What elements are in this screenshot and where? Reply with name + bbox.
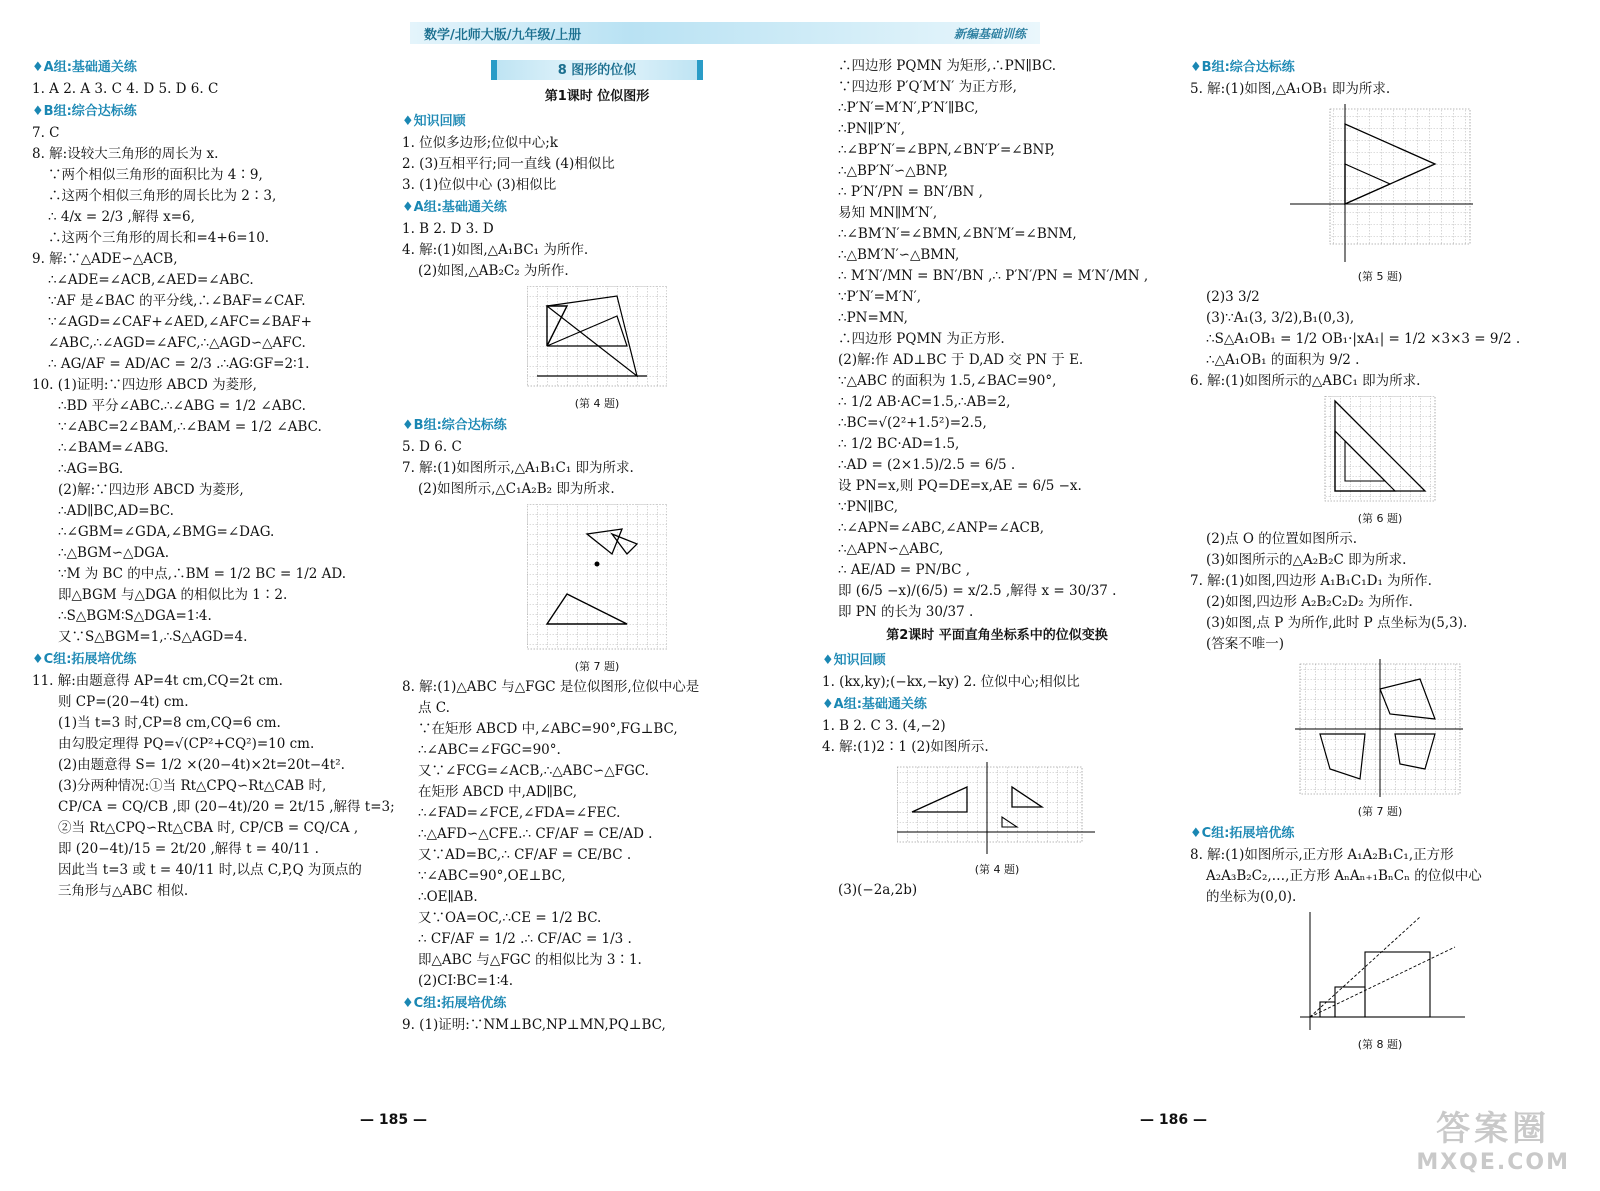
answer-line: ∴PN∥P′N′, <box>838 121 906 137</box>
section-heading: ♦ A组:基础通关练 <box>402 197 792 218</box>
section-heading: ♦ C组:拓展培优练 <box>32 649 392 670</box>
lesson-title: 第2课时 平面直角坐标系中的位似变换 <box>886 628 1108 643</box>
column-2 <box>402 56 792 1036</box>
answer-line: 4. 解:(1)如图,△A₁BC₁ 为所作. <box>402 242 589 258</box>
figure-6-grid <box>1320 396 1440 506</box>
figure-5-caption: (第 5 题) <box>1357 270 1403 283</box>
answer-line: ∵AF 是∠BAC 的平分线,∴∠BAF=∠CAF. <box>48 293 306 309</box>
answer-line: 由勾股定理得 PQ=√(CP²+CQ²)=10 cm. <box>58 736 315 752</box>
column-4-part-c <box>1190 529 1570 655</box>
answer-line: ∴∠GBM=∠GDA,∠BMG=∠DAG. <box>58 524 275 540</box>
answer-line: 因此当 t=3 或 t = 40/11 时,以点 C,P,Q 为顶点的 <box>58 862 362 878</box>
section-heading: ♦ C组:拓展培优练 <box>1190 823 1570 844</box>
answer-line: 6. 解:(1)如图所示的△ABC₁ 即为所求. <box>1190 373 1421 389</box>
answer-line: ∴∠ADE=∠ACB,∠AED=∠ABC. <box>48 272 254 288</box>
figure-7b-coordinate-grid <box>1295 659 1465 799</box>
answer-line: ∵∠ABC=2∠BAM,∴∠BAM = 1/2 ∠ABC. <box>58 419 322 435</box>
answer-line: ∴S△BGM∶S△DGA=1∶4. <box>58 608 212 624</box>
answer-line: (2)由题意得 S= 1/2 ×(20−4t)×2t=20t−4t². <box>58 757 345 773</box>
figure-7-caption: (第 7 题) <box>574 660 620 673</box>
answer-line: 8. 解:设较大三角形的周长为 x. <box>32 146 219 162</box>
answer-line: 的坐标为(0,0). <box>1206 889 1297 905</box>
answer-line: ∵在矩形 ABCD 中,∠ABC=90°,FG⊥BC, <box>418 721 678 737</box>
answer-line: 3. (1)位似中心 (3)相似比 <box>402 177 557 193</box>
answer-line: 即 PN 的长为 30/37 . <box>838 604 974 620</box>
answer-line: 7. 解:(1)如图所示,△A₁B₁C₁ 即为所求. <box>402 460 634 476</box>
answer-line: 点 C. <box>418 700 450 716</box>
answer-line: ∴△BP′N′∽△BNP, <box>838 163 948 179</box>
answer-line: 8. 解:(1)△ABC 与△FGC 是位似图形,位似中心是 <box>402 679 700 695</box>
watermark-logo: 答案圈 MXQE.COM <box>1416 1109 1570 1175</box>
column-3 <box>822 56 1172 901</box>
answer-line: ∴△APN∽△ABC, <box>838 541 944 557</box>
answer-line: 4. 解:(1)2∶1 (2)如图所示. <box>822 739 989 755</box>
answer-line: ∵△ABC 的面积为 1.5,∠BAC=90°, <box>838 373 1057 389</box>
section-heading: ♦ A组:基础通关练 <box>822 694 1172 715</box>
figure-7b-caption: (第 7 题) <box>1357 805 1403 818</box>
answer-line: (2)CI∶BC=1∶4. <box>418 973 514 989</box>
answer-line: ②当 Rt△CPQ∽Rt△CBA 时, CP/CB = CQ/CA , <box>58 820 359 836</box>
figure-5-coordinate-grid <box>1285 104 1475 264</box>
answer-line: ∴∠ABC=∠FGC=90°. <box>418 742 561 758</box>
answer-line: 三角形与△ABC 相似. <box>58 883 189 899</box>
answer-line: ∵M 为 BC 的中点,∴BM = 1/2 BC = 1/2 AD. <box>58 566 347 582</box>
answer-line: 1. (kx,ky);(−kx,−ky) 2. 位似中心;相似比 <box>822 674 1080 690</box>
answer-line: (3)(−2a,2b) <box>838 882 918 898</box>
section-heading: ♦ 知识回顾 <box>402 111 792 132</box>
answer-line: ∵PN∥BC, <box>838 499 899 515</box>
section-heading: ♦ C组:拓展培优练 <box>402 993 792 1014</box>
answer-line: 设 PN=x,则 PQ=DE=x,AE = 6/5 −x. <box>838 478 1082 494</box>
column-3-part-a <box>822 56 1172 758</box>
column-2-part-c <box>402 677 792 1036</box>
chapter-banner: 8 图形的位似 <box>491 60 703 80</box>
answer-line: ∴这两个相似三角形的周长比为 2∶3, <box>48 188 277 204</box>
column-4-part-d <box>1190 823 1570 908</box>
answer-line: 9. 解:∵△ADE∽△ACB, <box>32 251 178 267</box>
answer-line: ∴AD = (2×1.5)/2.5 = 6/5 . <box>838 457 1016 473</box>
answer-line: CP/CA = CQ/CB ,即 (20−4t)/20 = 2t/15 ,解得 t=3; <box>58 799 395 815</box>
answer-line: 即△BGM 与△DGA 的相似比为 1∶2. <box>58 587 288 603</box>
answer-line: (2)3 3/2 <box>1206 289 1260 305</box>
answer-line: ∴BD 平分∠ABC.∴∠ABG = 1/2 ∠ABC. <box>58 398 306 414</box>
figure-6-caption: (第 6 题) <box>1357 512 1403 525</box>
answer-line: 又∵OA=OC,∴CE = 1/2 BC. <box>418 910 602 926</box>
answer-line: ∠ABC,∴∠AGD=∠AFC,∴△AGD∽△AFC. <box>48 335 306 351</box>
answer-line: ∴∠BAM=∠ABG. <box>58 440 169 456</box>
book-brand: 新编基础训练 <box>953 26 1026 41</box>
answer-line: (3)如图,点 P 为所作,此时 P 点坐标为(5,3). <box>1206 615 1468 631</box>
page-number-right: — 186 — <box>1140 1112 1207 1128</box>
answer-line: ∴∠BP′N′=∠BPN,∠BN′P′=∠BNP, <box>838 142 1055 158</box>
answer-line: 又∵S△BGM=1,∴S△AGD=4. <box>58 629 248 645</box>
answer-line: 8. 解:(1)如图所示,正方形 A₁A₂B₁C₁,正方形 <box>1190 847 1454 863</box>
answer-line: ∴ M′N′/MN = BN′/BN ,∴ P′N′/PN = M′N′/MN , <box>838 268 1149 284</box>
page-number-left: — 185 — <box>360 1112 427 1128</box>
column-3-part-b <box>822 880 1172 901</box>
answer-line: ∴ AG/AF = AD/AC = 2/3 .∴AG∶GF=2∶1. <box>48 356 310 372</box>
answer-line: 即 (6/5 −x)/(6/5) = x/2.5 ,解得 x = 30/37 . <box>838 583 1117 599</box>
section-heading: ♦ A组:基础通关练 <box>32 57 392 78</box>
answer-line: (2)如图所示,△C₁A₂B₂ 即为所求. <box>418 481 615 497</box>
answer-line: 即△ABC 与△FGC 的相似比为 3∶1. <box>418 952 642 968</box>
answer-line: ∴△BM′N′∽△BMN, <box>838 247 960 263</box>
answer-line: 11. 解:由题意得 AP=4t cm,CQ=2t cm. <box>32 673 283 689</box>
answer-line: ∴这两个三角形的周长和=4+6=10. <box>48 230 270 246</box>
answer-line: 9. (1)证明:∵NM⊥BC,NP⊥MN,PQ⊥BC, <box>402 1017 666 1033</box>
answer-line: ∴ AE/AD = PN/BC , <box>838 562 971 578</box>
answer-line: ∵P′N′=M′N′, <box>838 289 921 305</box>
answer-line: (2)如图,△AB₂C₂ 为所作. <box>418 263 569 279</box>
column-1 <box>32 56 395 902</box>
answer-line: ∴ 1/2 AB·AC=1.5,∴AB=2, <box>838 394 1011 410</box>
answer-line: (2)点 O 的位置如图所示. <box>1206 531 1358 547</box>
answer-line: ∴AD∥BC,AD=BC. <box>58 503 174 519</box>
answer-line: (3)∵A₁(3, 3/2),B₁(0,3), <box>1206 310 1355 326</box>
column-4-part-a <box>1190 57 1570 100</box>
section-heading: ♦ B组:综合达标练 <box>32 101 392 122</box>
answer-line: ∴AG=BG. <box>58 461 124 477</box>
section-heading: ♦ B组:综合达标练 <box>1190 57 1570 78</box>
answer-line: 又∵∠FCG=∠ACB,∴△ABC∽△FGC. <box>418 763 649 779</box>
answer-line: 7. C <box>32 125 60 141</box>
answer-line: ∴P′N′=M′N′,P′N′∥BC, <box>838 100 979 116</box>
answer-line: ∴PN=MN, <box>838 310 908 326</box>
lesson-title: 第1课时 位似图形 <box>544 89 650 104</box>
figure-4-caption: (第 4 题) <box>574 397 620 410</box>
answer-line: (2)解:作 AD⊥BC 于 D,AD 交 PN 于 E. <box>838 352 1084 368</box>
answer-line: 10. (1)证明:∵四边形 ABCD 为菱形, <box>32 377 257 393</box>
answer-line: ∴∠FAD=∠FCE,∠FDA=∠FEC. <box>418 805 621 821</box>
answer-line: 1. B 2. D 3. D <box>402 221 494 237</box>
answer-line: ∴四边形 PQMN 为正方形. <box>838 331 1005 347</box>
answer-line: 7. 解:(1)如图,四边形 A₁B₁C₁D₁ 为所作. <box>1190 573 1432 589</box>
answer-line: (1)当 t=3 时,CP=8 cm,CQ=6 cm. <box>58 715 281 731</box>
answer-line: ∴四边形 PQMN 为矩形,∴PN∥BC. <box>838 58 1057 74</box>
answer-line: 1. A 2. A 3. C 4. D 5. D 6. C <box>32 81 219 97</box>
answer-line: ∴ P′N′/PN = BN′/BN , <box>838 184 983 200</box>
answer-line: 易知 MN∥M′N′, <box>838 205 938 221</box>
answer-line: ∴ CF/AF = 1/2 .∴ CF/AC = 1/3 . <box>418 931 632 947</box>
answer-line: (答案不唯一) <box>1206 636 1285 652</box>
column-4 <box>1190 56 1570 1055</box>
answer-line: ∴ 1/2 BC·AD=1.5, <box>838 436 960 452</box>
answer-line: ∵两个相似三角形的面积比为 4∶9, <box>48 167 263 183</box>
answer-line: 又∵AD=BC,∴ CF/AF = CE/BC . <box>418 847 632 863</box>
answer-line: ∵四边形 P′Q′M′N′ 为正方形, <box>838 79 1017 95</box>
figure-4b-caption: (第 4 题) <box>974 863 1020 876</box>
answer-line: ∵∠ABC=90°,OE⊥BC, <box>418 868 566 884</box>
figure-8-caption: (第 8 题) <box>1357 1038 1403 1051</box>
figure-7-grid <box>527 504 667 654</box>
answer-line: (3)分两种情况:①当 Rt△CPQ∽Rt△CAB 时, <box>58 778 327 794</box>
section-heading: ♦ B组:综合达标练 <box>402 415 792 436</box>
answer-line: ∴△AFD∽△CFE.∴ CF/AF = CE/AD . <box>418 826 653 842</box>
column-4-part-b <box>1190 287 1570 392</box>
answer-line: 5. 解:(1)如图,△A₁OB₁ 即为所求. <box>1190 81 1391 97</box>
figure-4b-coordinate-grid <box>897 762 1097 857</box>
book-subject: 数学/北师大版/九年级/上册 <box>424 27 582 43</box>
answer-line: 2. (3)互相平行;同一直线 (4)相似比 <box>402 156 615 172</box>
column-2-part-a <box>402 60 792 282</box>
answer-line: 1. B 2. C 3. (4,−2) <box>822 718 946 734</box>
figure-8-coordinate-plot <box>1290 912 1470 1032</box>
answer-line: (2)解:∵四边形 ABCD 为菱形, <box>58 482 244 498</box>
section-heading: ♦ 知识回顾 <box>822 650 1172 671</box>
answer-line: ∴∠APN=∠ABC,∠ANP=∠ACB, <box>838 520 1045 536</box>
answer-line: ∴OE∥AB. <box>418 889 478 905</box>
answer-line: ∴△A₁OB₁ 的面积为 9/2 . <box>1206 352 1360 368</box>
answer-line: ∴∠BM′N′=∠BMN,∠BN′M′=∠BNM, <box>838 226 1077 242</box>
answer-line: ∴BC=√(2²+1.5²)=2.5, <box>838 415 987 431</box>
answer-line: ∴△BGM∽△DGA. <box>58 545 170 561</box>
answer-line: 则 CP=(20−4t) cm. <box>58 694 189 710</box>
answer-line: ∴S△A₁OB₁ = 1/2 OB₁·|xA₁| = 1/2 ×3×3 = 9/2 . <box>1206 331 1521 347</box>
answer-line: 1. 位似多边形;位似中心;k <box>402 135 558 151</box>
answer-line: 在矩形 ABCD 中,AD∥BC, <box>418 784 578 800</box>
answer-line: ∴ 4/x = 2/3 ,解得 x=6, <box>48 209 195 225</box>
figure-4-grid <box>527 286 667 391</box>
answer-line: 5. D 6. C <box>402 439 462 455</box>
answer-line: ∵∠AGD=∠CAF+∠AED,∠AFC=∠BAF+ <box>48 314 312 330</box>
answer-line: (2)如图,四边形 A₂B₂C₂D₂ 为所作. <box>1206 594 1413 610</box>
answer-line: 即 (20−4t)/15 = 2t/20 ,解得 t = 40/11 . <box>58 841 319 857</box>
page-header <box>410 22 1040 44</box>
column-2-part-b <box>402 415 792 500</box>
answer-line: (3)如图所示的△A₂B₂C 即为所求. <box>1206 552 1407 568</box>
answer-line: A₂A₃B₂C₂,…,正方形 AₙAₙ₊₁BₙCₙ 的位似中心 <box>1206 868 1482 884</box>
